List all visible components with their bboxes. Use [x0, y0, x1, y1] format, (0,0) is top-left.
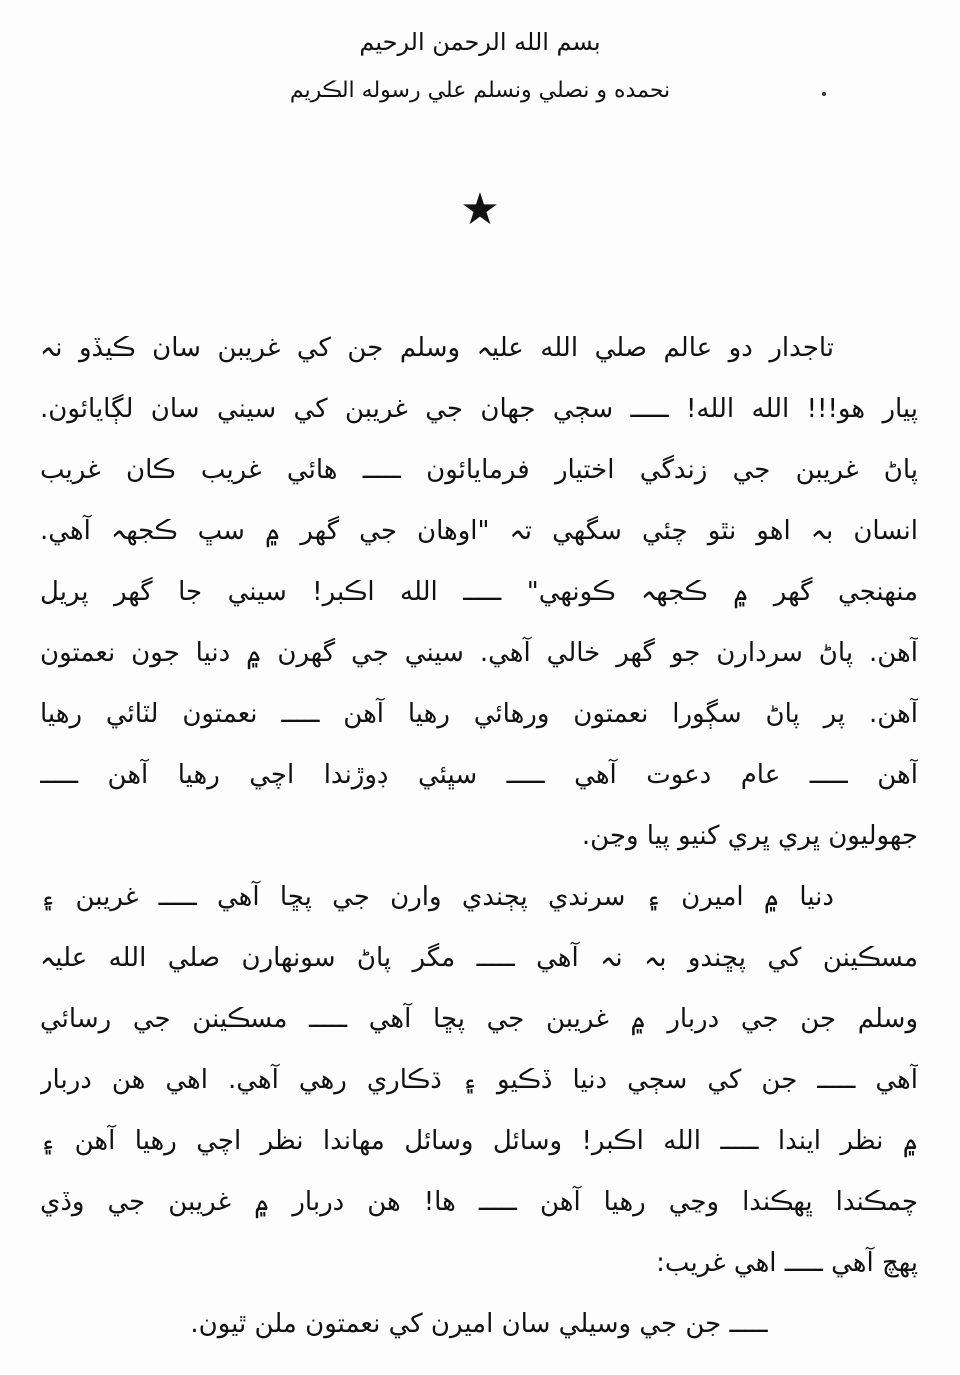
text-line: انسان بہ اهو نٿو چئي سگهي تہ "اوهان جي گهر ۾ سڀ ڪجهہ آهي. — [40, 516, 918, 546]
text-line: ۾ نظر ايندا ـــــ الله اڪبر! وسائل وسائل مهاندا نظر اچي رهيا آهن ۽ — [40, 1126, 918, 1156]
text-line: تاجدار دو عالم صلي الله عليہ وسلم جن کي غريبن سان ڪيڏو نہ — [40, 333, 834, 363]
text-line: پهچ آهي ـــــ اهي غريب: — [656, 1248, 918, 1278]
text-line: آهن. پر پاڻ سڳورا نعمتون ورهائي رهيا آهن ـــــ نعمتون لٽائي رهيا — [40, 699, 918, 729]
text-line: آهن ـــــ عام دعوت آهي ـــــ سڀئي ڊوڙندا اچي رهيا آهن ـــــ — [40, 760, 918, 790]
text-line: دنيا ۾ اميرن ۽ سرندي پڄندي وارن جي پڇا آهي ـــــ غريبن ۽ — [40, 882, 834, 912]
salutation-line: نحمده و نصلي ونسلم علي رسوله الڪريم — [289, 78, 671, 103]
text-line: پيار هو!!! الله الله! ـــــ سڄي جهان جي غريبن کي سيني سان لڳايائون. — [40, 394, 918, 424]
text-line: پاڻ غريبن جي زندگي اختيار فرمايائون ـــــ هائي غريب ڪان غريب — [40, 455, 918, 485]
text-line: جهوليون ڀري ڀري کنيو پيا وڃن. — [581, 821, 918, 851]
star-ornament-icon: ★ — [460, 184, 500, 235]
text-line: آهي ـــــ جن کي سڄي دنيا ڏڪيو ۽ ڌڪاري رهي آهي. اهي هن دربار — [40, 1065, 918, 1095]
text-line: چمڪندا ڀهڪندا وڃي رهيا آهن ـــــ ها! هن دربار ۾ غريبن جي وڏي — [40, 1187, 918, 1217]
body-paragraphs — [40, 318, 918, 1355]
text-line: ـــــ جن جي وسيلي سان اميرن کي نعمتون ملن ٿيون. — [190, 1309, 768, 1339]
text-line: آهن. پاڻ سردارن جو گهر خالي آهي. سيني جي گهرن ۾ دنيا جون نعمتون — [40, 638, 918, 668]
text-line: مسڪينن کي پڇندو بہ نہ آهي ـــــ مگر پاڻ سونهارن صلي الله عليہ — [40, 943, 918, 973]
text-line: منهنجي گهر ۾ ڪجهہ ڪونهي" ـــــ الله اڪبر! سيني جا گهر پريل — [40, 577, 918, 607]
text-line: وسلم جن جي دربار ۾ غريبن جي پڇا آهي ـــــ مسڪينن جي رسائي — [40, 1004, 918, 1034]
scan-speck — [822, 92, 826, 96]
bismillah-heading: بسم الله الرحمن الرحيم — [359, 28, 601, 56]
